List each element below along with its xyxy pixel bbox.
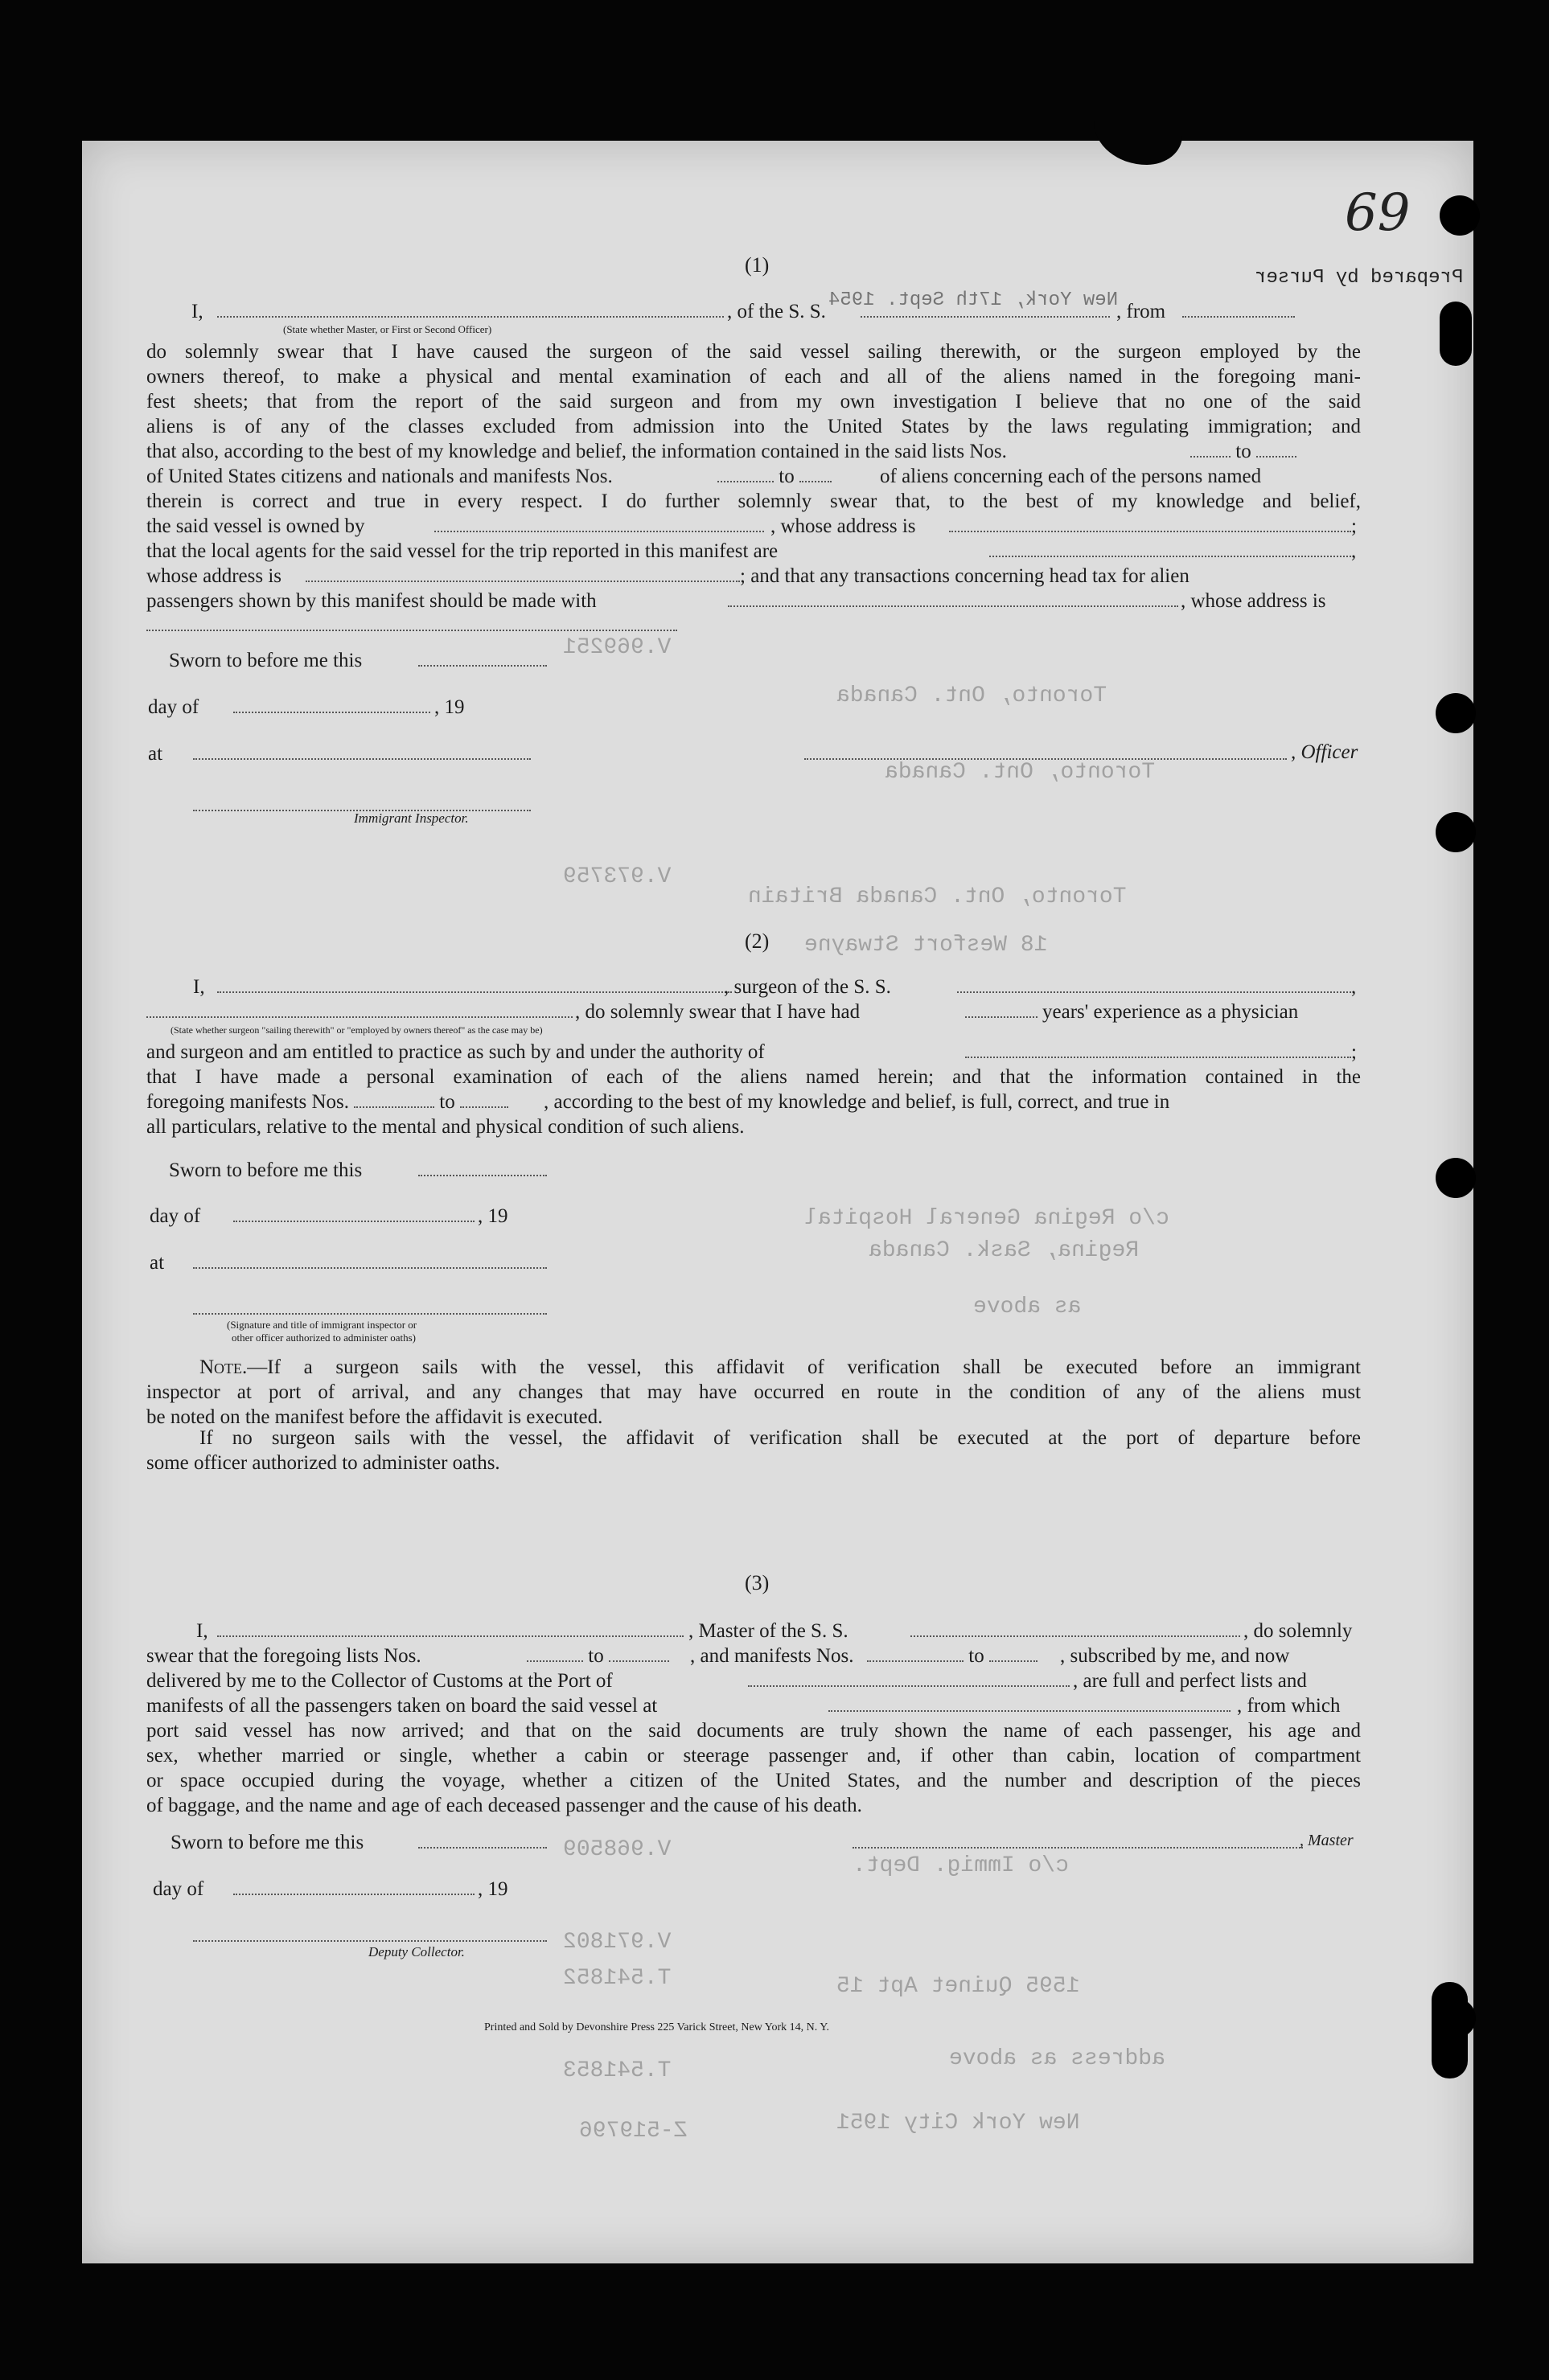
officer-field [217, 299, 724, 324]
s2-line: all particulars, relative to the mental and physical condition of such aliens. [146, 1116, 745, 1138]
s2-to-label: to [439, 1091, 455, 1113]
s3-line: manifests of all the passengers taken on board the said vessel at [146, 1695, 658, 1717]
s3-ss-field [910, 1619, 1240, 1643]
s1-year: , 19 [434, 696, 465, 718]
s2-at-field [193, 1250, 547, 1275]
bleed-through-text: New York City 1951 [836, 2111, 1080, 2136]
s2-ss-field: , [957, 975, 1356, 999]
s1-whose: , whose address is [770, 515, 916, 537]
s1-para-line: whose address is [146, 565, 282, 587]
s2-years: years' experience as a physician [1042, 1001, 1299, 1023]
s3-manifests: , and manifests Nos. [690, 1645, 854, 1667]
s2-authority-field: ; [965, 1040, 1357, 1065]
binder-hole [1436, 812, 1476, 852]
s1-para-line: that the local agents for the said vessel for the trip reported in this manifest are [146, 540, 779, 562]
s1-line6-end: of aliens concerning each of the persons named [880, 466, 1262, 487]
section-1-i: I, [191, 301, 203, 322]
headtax-address-field [146, 613, 677, 638]
officer-note: (State whether Master, or First or Second Officer) [283, 323, 492, 335]
bleed-through-text: Toronto, Ont. Canada Britain [748, 884, 1127, 909]
s3-i: I, [196, 1620, 208, 1642]
s3-dayof: day of [153, 1878, 204, 1900]
s1-line6-to [717, 464, 832, 489]
binder-hole [1436, 693, 1476, 733]
bleed-through-text: 1595 Quinet Apt 15 [836, 1974, 1080, 1999]
s2-sign-field [193, 1296, 547, 1321]
s2-surgeon-note: (State whether surgeon "sailing therewith" or "employed by owners thereof" as the case may be) [171, 1024, 543, 1036]
inspector-label: Immigrant Inspector. [354, 810, 469, 826]
s3-l1-fields-2 [867, 1643, 1037, 1668]
s1-para-line: passengers shown by this manifest should be made with [146, 590, 597, 612]
bleed-through-text: T.541852 [563, 1966, 672, 1991]
ss-field [861, 299, 1110, 324]
s1-at: at [148, 743, 163, 765]
section-2-number: (2) [745, 929, 770, 953]
s2-note-line [199, 1355, 1361, 1380]
s2-type-field [146, 999, 573, 1024]
binder-hole [1440, 302, 1472, 366]
binder-hole [1432, 1982, 1468, 2078]
s2-sworn: Sworn to before me this [169, 1159, 363, 1181]
s2-day-field [233, 1204, 475, 1229]
s3-l3-end: , from which [1237, 1695, 1341, 1717]
bleed-through-text: V.968509 [563, 1837, 672, 1862]
bleed-through-text: Z-519796 [579, 2119, 688, 2144]
s2-note2-line: If no surgeon sails with the vessel, the affidavit of verification shall be executed at the port of departure before [199, 1427, 1361, 1449]
s3-day-field [233, 1877, 475, 1902]
bleed-through-text: Regina, Sask. Canada [869, 1238, 1140, 1263]
s2-line: and surgeon and am entitled to practice as such by and under the authority of [146, 1041, 765, 1063]
s3-to-label: to [588, 1645, 604, 1667]
s1-line10-end: ; and that any transactions concerning head tax for alien [740, 565, 1189, 587]
s2-years-field [965, 999, 1037, 1024]
s2-surgeon: , surgeon of the S. S. [724, 976, 891, 998]
s1-to-label-2: to [779, 466, 795, 487]
owner-field [434, 514, 764, 539]
s3-l2-end: , are full and perfect lists and [1073, 1670, 1307, 1692]
s3-line: sex, whether married or single, whether a cabin or steerage passenger and, if other than cabin, location of compartment [146, 1745, 1361, 1767]
s2-year: , 19 [478, 1205, 508, 1227]
binder-hole [1436, 1158, 1476, 1198]
agents-field: , [989, 539, 1356, 564]
bleed-through-text: as above [973, 1295, 1082, 1319]
s3-line: or space occupied during the voyage, whether a citizen of the United States, and the number and description of the pieces [146, 1770, 1361, 1791]
typed-date: New York, 17th Sept. 1954 [828, 289, 1119, 311]
s2-i: I, [193, 976, 205, 998]
s1-officer-field [804, 741, 1287, 766]
s1-to-label: to [1235, 441, 1251, 462]
s2-note-line: be noted on the manifest before the affidavit is executed. [146, 1406, 603, 1428]
s1-para-line: that also, according to the best of my knowledge and belief, the information contained in the said lists Nos. [146, 441, 1007, 462]
s2-line: that I have made a personal examination of each of the aliens named herein; and that the information contained in the [146, 1066, 1361, 1088]
ss-label: , of the S. S. [727, 301, 826, 322]
s3-year: , 19 [478, 1878, 508, 1900]
note-label: Note. [199, 1356, 248, 1378]
note-text: —If a surgeon sails with the vessel, this affidavit of verification shall be executed before an immigrant [247, 1356, 1361, 1378]
bleed-through-text: V.971802 [563, 1930, 672, 1955]
s3-line: port said vessel has now arrived; and that on the said documents are truly shown the name of each passenger, his age and [146, 1720, 1361, 1742]
s3-master-label: , Master [1300, 1832, 1354, 1849]
s2-at: at [150, 1252, 165, 1274]
s3-line: delivered by me to the Collector of Customs at the Port of [146, 1670, 613, 1692]
s2-note-line: inspector at port of arrival, and any changes that may have occurred en route in the condition of any of the aliens must [146, 1381, 1361, 1403]
s3-master-field [853, 1830, 1303, 1855]
bleed-through-text: V.969251 [563, 635, 672, 660]
bleed-through-text: c/o Immig. Dept. [853, 1853, 1069, 1878]
s3-port-field [748, 1668, 1070, 1693]
bleed-through-text: 18 Wesfort Stwayne [804, 933, 1048, 958]
s2-note2-line: some officer authorized to administer oaths. [146, 1452, 500, 1474]
s2-line3-end: , according to the best of my knowledge and belief, is full, correct, and true in [544, 1091, 1170, 1113]
s3-to-label-2: to [968, 1645, 984, 1667]
bleed-through-text: Toronto, Ont. Canada [885, 760, 1156, 785]
owner-address-field: ; [949, 514, 1357, 539]
s1-line11-end: , whose address is [1181, 590, 1326, 612]
s3-name-field [217, 1619, 684, 1643]
s3-line: of baggage, and the name and age of each deceased passenger and the cause of his death. [146, 1795, 862, 1816]
s2-manifests-to [354, 1089, 508, 1114]
s1-para-line: aliens is of any of the classes excluded from admission into the United States by the laws regulating immigration; and [146, 416, 1361, 437]
s1-sworn-field [418, 648, 547, 673]
s1-officer-label: , Officer [1291, 741, 1358, 763]
bleed-through-text: Toronto, Ont. Canada [836, 683, 1107, 708]
agents-address-field [306, 564, 740, 589]
s3-sworn-field [418, 1830, 547, 1855]
s3-vessel-port-field [828, 1693, 1231, 1718]
typed-note: Prepared by Purser [1255, 267, 1464, 289]
s2-sig-note-1: (Signature and title of immigrant inspector or [227, 1319, 417, 1331]
s2-dayof: day of [150, 1205, 201, 1227]
bleed-through-text: address as above [949, 2046, 1165, 2071]
s2-sig-note-2: other officer authorized to administer oaths) [232, 1332, 416, 1344]
bleed-through-text: T.541853 [563, 2058, 672, 2083]
s2-name-field [217, 975, 732, 999]
binder-hole [1440, 195, 1480, 236]
s1-para-line: the said vessel is owned by [146, 515, 365, 537]
from-label: , from [1116, 301, 1166, 322]
s1-para-line: do solemnly swear that I have caused the surgeon of the said vessel sailing therewith, or the surgeon employed by the [146, 341, 1361, 363]
s1-para-line: fest sheets; that from the report of the said surgeon and from my own investigation I believe that no one of the said [146, 391, 1361, 412]
section-3-number: (3) [745, 1571, 770, 1594]
s1-dayof: day of [148, 696, 199, 718]
s3-master: , Master of the S. S. [688, 1620, 848, 1642]
s1-day-field [233, 695, 430, 720]
s1-para-line: therein is correct and true in every respect. I do further solemnly swear that, to the best of my knowledge and belief, [146, 490, 1361, 512]
s2-line: foregoing manifests Nos. [146, 1091, 350, 1113]
s3-l1-end: , subscribed by me, and now [1060, 1645, 1290, 1667]
s3-line: swear that the foregoing lists Nos. [146, 1645, 421, 1667]
bleed-through-text: V.973759 [563, 864, 672, 889]
headtax-field [728, 589, 1178, 613]
s1-para-line: owners thereof, to make a physical and mental examination of each and all of the aliens named in the foregoing mani- [146, 366, 1361, 388]
s2-swear: , do solemnly swear that I have had [575, 1001, 861, 1023]
bleed-through-text: c/o Regina General Hospital [804, 1206, 1169, 1231]
from-field [1182, 299, 1295, 324]
section-1-number: (1) [745, 253, 770, 277]
handwritten-page-number: 69 [1345, 183, 1411, 243]
s3-solemnly: , do solemnly [1243, 1620, 1353, 1642]
s1-para-line: of United States citizens and nationals and manifests Nos. [146, 466, 613, 487]
s3-l1-fields [527, 1643, 669, 1668]
s3-sworn: Sworn to before me this [171, 1832, 364, 1853]
s2-sworn-field [418, 1158, 547, 1183]
deputy-label: Deputy Collector. [368, 1944, 465, 1959]
s1-sworn: Sworn to before me this [169, 650, 363, 671]
s1-line5-to [1190, 439, 1296, 464]
s1-at-field [193, 741, 531, 766]
printer-imprint: Printed and Sold by Devonshire Press 225 Varick Street, New York 14, N. Y. [484, 2021, 830, 2033]
